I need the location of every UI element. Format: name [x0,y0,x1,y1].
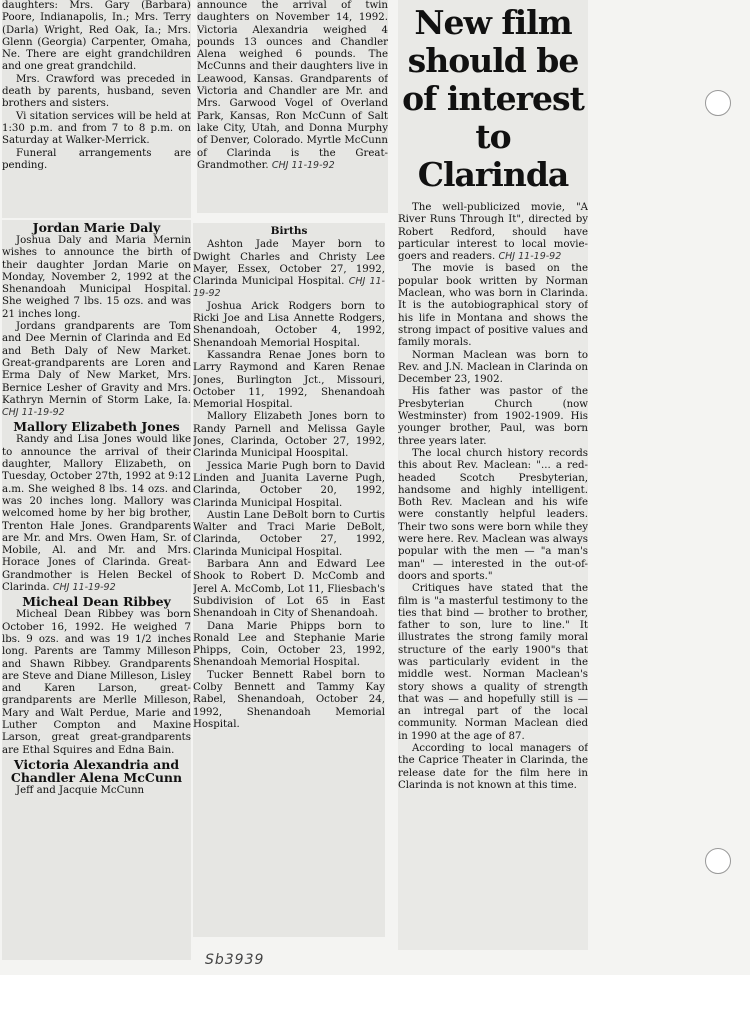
obituary-clipping [2,0,191,218]
handwritten-notation: CHJ 11-19-92 [193,276,385,300]
obituary-paragraph: Vi sitation services will be held at 1:30 p.m. and from 7 to 8 p.m. on Saturday at Walker-Merrick. [2,110,191,147]
obituary-paragraph: Mrs. Crawford was preceded in death by parents, husband, seven brothers and sisters. [2,73,191,110]
birth-entry: Jessica Marie Pugh born to David Linden and Juanita Laverne Pugh, Clarinda, October 20, 1992, Clarinda Municipal Hospital. [193,460,385,509]
article-paragraph: The local church history records this about Rev. Maclean: "... a red-headed Scotch Presbyterian, handsome and highly intelligent. Both Rev. Maclean and his wife were constantly helpful leaders. Their two sons were born while they were here. Rev. Maclean was always popular with the men — "a man's man" — interested in the out-of-doors and sports." [398,447,588,582]
handwritten-notation: CHJ 11-19-92 [2,407,65,419]
handwritten-notation: CHJ 11-19-92 [52,582,116,594]
obituary-paragraph: Funeral arrangements are pending. [2,147,191,171]
article-paragraph: The well-publicized movie, "A River Runs Through It", directed by Robert Redford, should have particular interest to local movie-goers and readers. CHJ 11-19-92 [398,202,588,263]
birth-entry: Ashton Jade Mayer born to Dwight Charles and Christy Lee Mayer, Essex, October 27, 1992, Clarinda Municipal Hospital. CHJ 11-19-92 [193,239,385,300]
article-paragraph: The movie is based on the popular book written by Norman Maclean, who was born in Clarinda. It is the autobiographical story of his life in Montana and shows the strong impact of positive values and family morals. [398,263,588,349]
announcement-paragraph: Jeff and Jacquie McCunn [16,784,145,796]
article-paragraph: His father was pastor of the Presbyterian Church (now Westminster) from 1902-1909. His younger brother, Paul, was born three years later. [398,386,588,447]
handwritten-notation: CHJ 11-19-92 [271,159,335,171]
birth-entry: Austin Lane DeBolt born to Curtis Walter and Traci Marie DeBolt, Clarinda, October 27, 1992, Clarinda Municipal Hospital. [193,509,385,558]
punch-hole [705,90,731,116]
announcement-heading: Victoria Alexandria and Chandler Alena McCunn [10,756,183,785]
obituary-paragraph: daughters: Mrs. Gary (Barbara) Poore, Indianapolis, In.; Mrs. Terry (Darla) Wright, Red Oak, Ia.; Mrs. Glenn (Georgia) Carpenter, Omaha, Ne. There are eight grandchildren and one great grandchild. [2,0,191,73]
birth-entry: Tucker Bennett Rabel born to Colby Bennett and Tammy Kay Rabel, Shenandoah, October 24, 1992, Shenandoah Memorial Hospital. [193,669,385,730]
film-article-clipping [398,0,588,950]
article-headline: New film should be of interest to Clarinda [402,3,584,194]
announcement-heading: Micheal Dean Ribbey [22,594,171,610]
announcement-paragraph: Micheal Dean Ribbey was born October 16, 1992. He weighed 7 lbs. 9 ozs. and was 19 1/2 inches long. Parents are Tammy Milleson and Shawn Ribbey. Grandparents are Steve and Diane Milleson, Lisley and Karen Larson, great-grandparents are Merlle Milleson, Mary and Walt Perdue, Marie and Luther Compton and Maxine Larson, great great-grandparents are Ethal Squires and Edna Bain. [2,609,191,756]
birth-entry: Mallory Elizabeth Jones born to Randy Parnell and Melissa Gayle Jones, Clarinda, October 27, 1992, Clarinda Municipal Hoospital. [193,411,385,460]
announcement-heading: Jordan Marie Daly [32,220,161,235]
article-paragraph: According to local managers of the Caprice Theater in Clarinda, the release date for the film here in Clarinda is not known at this time. [398,743,588,791]
announcement-paragraph: Jordans grandparents are Tom and Dee Mernin of Clarinda and Ed and Beth Daly of New Market. Great-grandparents are Loren and Erma Daly of New Market, Mrs. Bernice Lesher of Gravity and Mrs. Kathryn Mernin of Storm Lake, Ia. CHJ 11-19-92 [2,321,191,419]
article-paragraph: Norman Maclean was born to Rev. and J.N. Maclean in Clarinda on December 23, 1902. [398,349,588,386]
twins-announcement-clipping [197,0,388,213]
birth-entry: Dana Marie Phipps born to Ronald Lee and Stephanie Marie Phipps, Coin, October 23, 1992, Shenandoah Memorial Hospital. [193,620,385,669]
handwritten-notation: CHJ 11-19-92 [498,251,562,263]
birth-announcements-clipping [2,220,191,960]
handwritten-catalog-number: Sb3939 [205,952,265,968]
punch-hole [705,848,731,874]
birth-entry: Kassandra Renae Jones born to Larry Raymond and Karen Renae Jones, Burlington Jct., Missouri, October 11, 1992, Shenandoah Memorial Hospital. [193,349,385,411]
births-title: Births [270,225,308,237]
announcement-paragraph: Randy and Lisa Jones would like to announce the arrival of their daughter, Mallory Elizabeth, on Tuesday, October 27th, 1992 at 9:12 a.m. She weighed 8 lbs. 14 ozs. and was 20 inches long. Mallory was welcomed home by her big brother, Trenton Hale Jones. Grandparents are Mr. and Mrs. Owen Ham, Sr. of Mobile, Al. and Mr. and Mrs. Horace Jones of Clarinda. Great-Grandmother is Helen Beckel of Clarinda. CHJ 11-19-92 [2,434,191,594]
article-paragraph: Critiques have stated that the film is "a masterful testimony to the ties that bind — brother to brother, father to son, lure to line." It illustrates the strong family moral structure of the early 1900"s that was particularly evident in the middle west. Norman Maclean's story shows a quality of strength that was — and hopefully still is — an intregal part of the local community. Norman Maclean died in 1990 at the age of 87. [398,583,588,742]
announcement-paragraph: Joshua Daly and Maria Mernin wishes to announce the birth of their daughter Jordan Marie on Monday, November 2, 1992 at the Shenandoah Municipal Hospital. She weighed 7 lbs. 15 ozs. and was 21 inches long. [2,235,191,320]
announcement-heading: Mallory Elizabeth Jones [13,419,180,435]
announcement-paragraph: announce the arrival of twin daughters on November 14, 1992. Victoria Alexandria weighed 4 pounds 13 ounces and Chandler Alena weighed 6 pounds. The McCunns and their daughters live in Leawood, Kansas. Grandparents of Victoria and Chandler are Mr. and Mrs. Garwood Vogel of Overland Park, Kansas, Ron McCunn of Salt lake City, Utah, and Donna Murphy of Denver, Colorado. Myrtle McCunn of Clarinda is the Great-Grandmother. CHJ 11-19-92 [197,0,388,171]
births-clipping [193,223,385,937]
birth-entry: Joshua Arick Rodgers born to Ricki Joe and Lisa Annette Rodgers, Shenandoah, October 4, 1992, Shenandoah Memorial Hospital. [193,300,385,349]
birth-entry: Barbara Ann and Edward Lee Shook to Robert D. McComb and Jerel A. McComb, Lot 11, Fliesbach's Subdivision of Lot 65 in East Shenandoah in City of Shenandoah. [193,559,385,620]
